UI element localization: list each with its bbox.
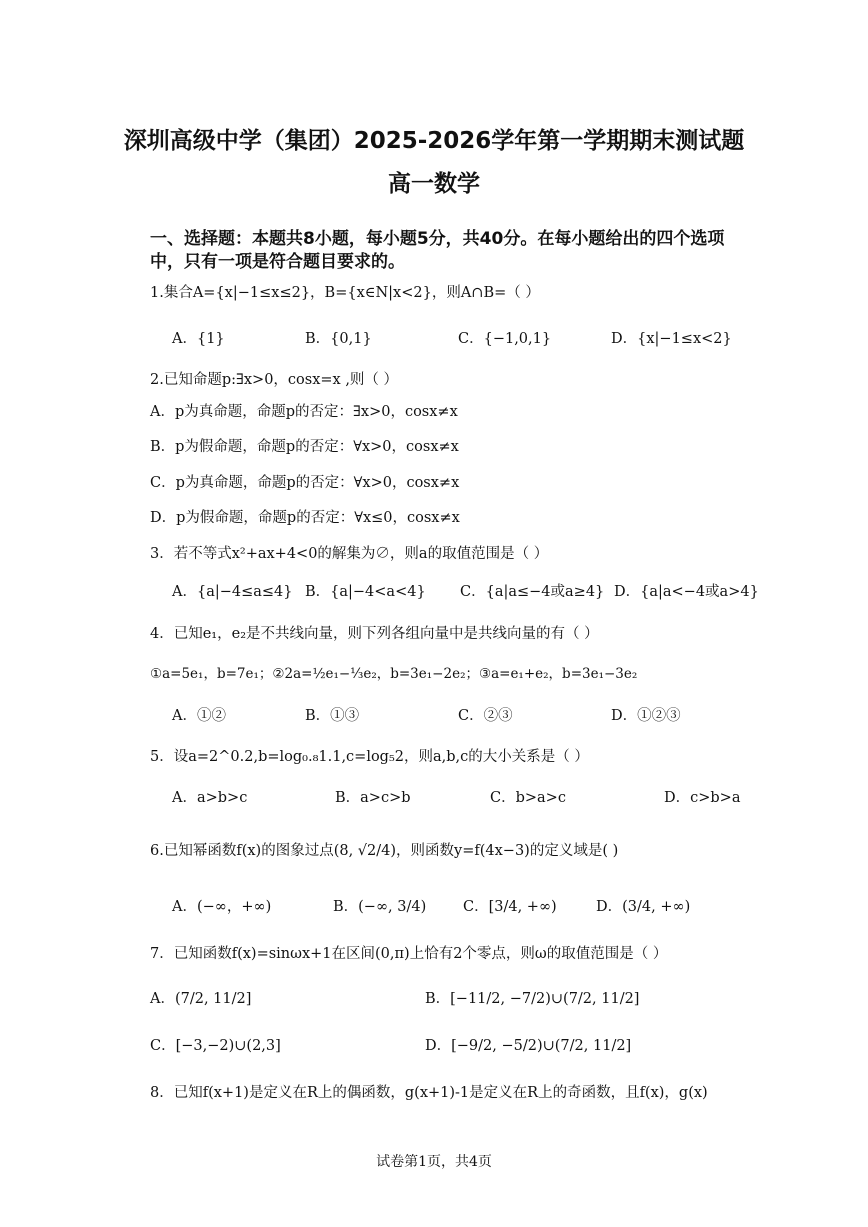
option-d: D．{a|a<−4或a>4} <box>614 584 759 600</box>
option-c: C．②③ <box>458 708 513 724</box>
question-stem: 8．已知f(x+1)是定义在R上的偶函数，g(x+1)-1是定义在R上的奇函数，且f(x)，g(x) <box>150 1085 708 1101</box>
option-b: B．[−11/2, −7/2)∪(7/2, 11/2] <box>425 991 640 1007</box>
option-b: B．{0,1} <box>305 331 372 347</box>
option-d: D．c>b>a <box>664 790 741 806</box>
option-d: D．①②③ <box>611 708 681 724</box>
page-footer: 试卷第1页，共4页 <box>376 1154 492 1170</box>
question-stem: 6.已知幂函数f(x)的图象过点(8, √2/4)，则函数y=f(4x−3)的定义域是( ) <box>150 843 619 859</box>
option-a: A．①② <box>172 708 226 724</box>
option-a: A．{a|−4≤a≤4} <box>172 584 293 600</box>
option-b: B．a>c>b <box>335 790 411 806</box>
question-stem: 2.已知命题p:∃x>0，cosx=x ,则（ ） <box>150 372 399 388</box>
question-stem: 5．设a=2^0.2,b=log₀.₈1.1,c=log₅2，则a,b,c的大小关系是（ ） <box>150 749 589 765</box>
option-d: D．p为假命题，命题p的否定：∀x≤0，cosx≠x <box>150 510 460 526</box>
option-b: B．p为假命题，命题p的否定：∀x>0，cosx≠x <box>150 439 459 455</box>
option-a: A．(7/2, 11/2] <box>150 991 252 1007</box>
question-stem: 3．若不等式x²+ax+4<0的解集为∅，则a的取值范围是（ ） <box>150 546 549 562</box>
section-heading: 一、选择题：本题共8小题，每小题5分，共40分。在每小题给出的四个选项 <box>150 229 725 249</box>
option-b: B．(−∞, 3/4) <box>333 899 427 915</box>
exam-title: 深圳高级中学（集团）2025-2026学年第一学期期末测试题 <box>123 128 745 154</box>
option-a: A．a>b>c <box>172 790 248 806</box>
option-c: C．{a|a≤−4或a≥4} <box>460 584 605 600</box>
option-d: D．[−9/2, −5/2)∪(7/2, 11/2] <box>425 1038 632 1054</box>
subject-title: 高一数学 <box>388 171 480 197</box>
option-a: A．{1} <box>172 331 225 347</box>
option-d: D．{x|−1≤x<2} <box>611 331 732 347</box>
option-c: C．b>a>c <box>490 790 566 806</box>
question-stem: 1.集合A={x|−1≤x≤2}，B={x∈N|x<2}，则A∩B=（ ） <box>150 285 540 301</box>
option-b: B．{a|−4<a<4} <box>305 584 426 600</box>
question-conditions: ①a=5e₁，b=7e₁；②2a=½e₁−⅓e₂，b=3e₁−2e₂；③a=e₁+e₂，b=3e₁−3e₂ <box>150 666 638 682</box>
section-heading-cont: 中，只有一项是符合题目要求的。 <box>150 252 405 272</box>
option-c: C．p为真命题，命题p的否定：∀x>0，cosx≠x <box>150 475 460 491</box>
option-c: C．[−3,−2)∪(2,3] <box>150 1038 281 1054</box>
question-stem: 7．已知函数f(x)=sinωx+1在区间(0,π)上恰有2个零点，则ω的取值范围是（ ） <box>150 946 668 962</box>
option-a: A．p为真命题，命题p的否定：∃x>0，cosx≠x <box>150 404 458 420</box>
option-c: C．{−1,0,1} <box>458 331 552 347</box>
option-a: A．(−∞，+∞) <box>172 899 272 915</box>
option-d: D．(3/4, +∞) <box>596 899 691 915</box>
option-b: B．①③ <box>305 708 360 724</box>
option-c: C．[3/4, +∞) <box>463 899 557 915</box>
question-stem: 4．已知e₁，e₂是不共线向量，则下列各组向量中是共线向量的有（ ） <box>150 626 599 642</box>
